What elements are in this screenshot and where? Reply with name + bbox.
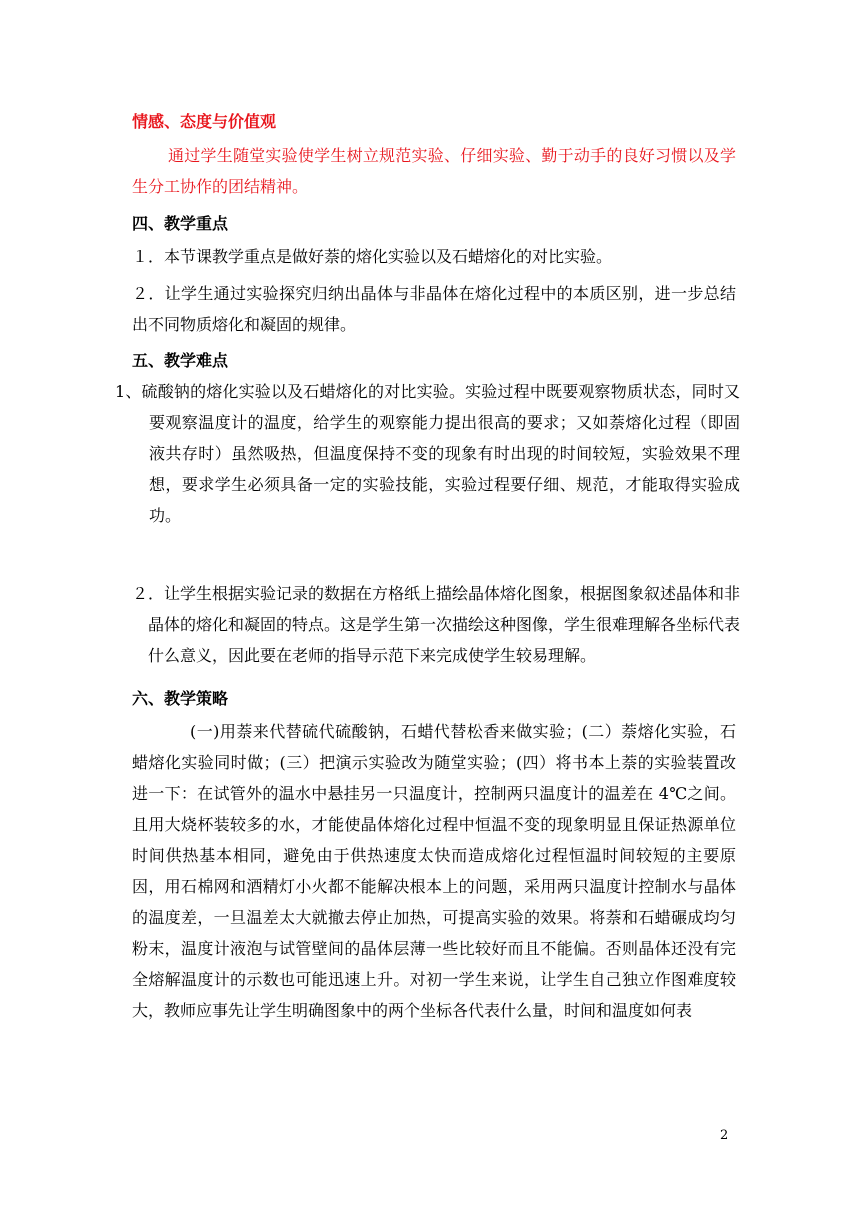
section-five-item-1 bbox=[115, 376, 740, 531]
section-five-title: 五、教学难点 bbox=[132, 351, 229, 370]
section-four-title: 四、教学重点 bbox=[132, 214, 229, 233]
page-number: 2 bbox=[720, 1128, 729, 1143]
section-five-item-1-text: 1、硫酸钠的熔化实验以及石蜡熔化的对比实验。实验过程中既要观察物质状态，同时又要观察温度计的温度，给学生的观察能力提出很高的要求；又如萘熔化过程（即固液共存时）虽然吸热，但温度保持不变的现象有时出现的时间较短，实验效果不理想，要求学生必须具备一定的实验技能，实验过程要仔细、规范，才能取得实验成功。 bbox=[115, 382, 740, 525]
section-five-item-2 bbox=[132, 578, 740, 671]
section-five-item-2-text: ２．让学生根据实验记录的数据在方格纸上描绘晶体熔化图象，根据图象叙述晶体和非晶体的熔化和凝固的特点。这是学生第一次描绘这种图像，学生很难理解各坐标代表什么意义，因此要在老师的指导示范下来完成使学生较易理解。 bbox=[132, 584, 741, 665]
section-four-item-2: ２．让学生通过实验探究归纳出晶体与非晶体在熔化过程中的本质区别，进一步总结出不同物质熔化和凝固的规律。 bbox=[132, 284, 736, 334]
emotion-paragraph: 通过学生随堂实验使学生树立规范实验、仔细实验、勤于动手的良好习惯以及学生分工协作的团结精神。 bbox=[132, 146, 736, 196]
emotion-heading: 情感、态度与价值观 bbox=[132, 112, 277, 131]
section-six-title: 六、教学策略 bbox=[132, 689, 229, 708]
section-six-paragraph: (一)用萘来代替硫代硫酸钠，石蜡代替松香来做实验；(二）萘熔化实验，石蜡熔化实验同时做；(三）把演示实验改为随堂实验；(四）将书本上萘的实验装置改进一下：在试管外的温水中悬挂另一只温度计，控制两只温度计的温差在 4℃之间。且用大烧杯装较多的水，才能使晶体熔化过程中恒温不变的现象明显且保证热源单位时间供热基本相同，避免由于供热速度太快而造成熔化过程恒温时间较短的主要原因，用石棉网和酒精灯小火都不能解决根本上的问题，采用两只温度计控制水与晶体的温度差，一旦温差太大就撤去停止加热，可提高实验的效果。将萘和石蜡碾成均匀粉末，温度计液泡与试管壁间的晶体层薄一些比较好而且不能偏。否则晶体还没有完全熔解温度计的示数也可能迅速上升。对初一学生来说，让学生自己独立作图难度较大，教师应事先让学生明确图象中的两个坐标各代表什么量，时间和温度如何表 bbox=[132, 722, 736, 1020]
section-four-item-1: １．本节课教学重点是做好萘的熔化实验以及石蜡熔化的对比实验。 bbox=[132, 247, 613, 266]
